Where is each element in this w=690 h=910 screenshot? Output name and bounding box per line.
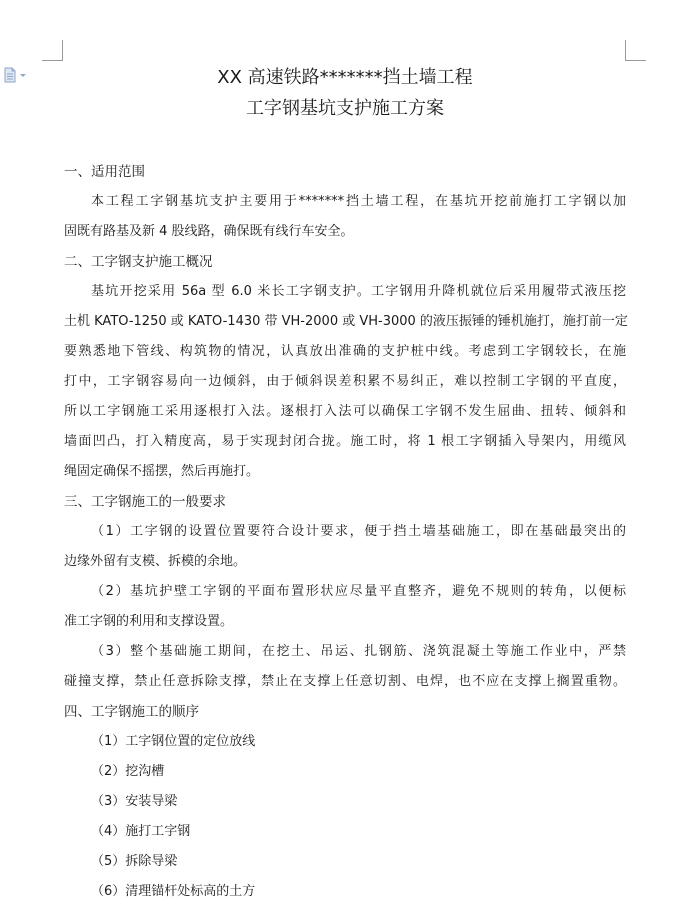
section-heading-sequence: 四、工字钢施工的顺序 — [64, 704, 199, 720]
paragraph-line: 绳固定确保不摇摆，然后再施打。 — [64, 464, 260, 479]
paragraph-line: 碰撞支撑，禁止任意拆除支撑，禁止在支撑上任意切割、电焊，也不应在支撑上搁置重物。 — [64, 674, 626, 689]
section-heading-scope: 一、适用范围 — [64, 164, 145, 180]
paragraph-line: 墙面凹凸，打入精度高，易于实现封闭合拢。施工时，将 1 根工字钢插入导架内，用缆风 — [64, 434, 626, 449]
paragraph-line: 基坑开挖采用 56a 型 6.0 米长工字钢支护。工字钢用升降机就位后采用履带式液压挖 — [91, 284, 626, 299]
paragraph-line: 土机 KATO-1250 或 KATO-1430 带 VH-2000 或 VH-3000 的液压振锤的锤机施打，施打前一定 — [64, 314, 628, 329]
paragraph-line: 要熟悉地下管线、构筑物的情况，认真放出准确的支护桩中线。考虑到工字钢较长，在施 — [64, 344, 626, 359]
list-item: （5）拆除导梁 — [91, 854, 178, 869]
list-item: （6）清理锚杆处标高的土方 — [91, 884, 256, 899]
list-item: （1）工字钢的设置位置要符合设计要求，便于挡土墙基础施工，即在基础最突出的 — [91, 524, 626, 539]
paragraph-line: 准工字钢的利用和支撑设置。 — [64, 614, 234, 629]
list-item: （1）工字钢位置的定位放线 — [91, 734, 256, 749]
document-title: XX 高速铁路*******挡土墙工程 — [217, 67, 473, 88]
section-heading-requirements: 三、工字钢施工的一般要求 — [64, 494, 226, 510]
list-item: （3）安装导梁 — [91, 794, 178, 809]
crop-mark-top-left — [42, 40, 63, 61]
list-item: （3）整个基础施工期间，在挖土、吊运、扎钢筋、浇筑混凝土等施工作业中，严禁 — [91, 644, 626, 659]
document-subtitle: 工字钢基坑支护施工方案 — [246, 98, 444, 119]
list-item: （2）基坑护壁工字钢的平面布置形状应尽量平直整齐，避免不规则的转角，以便标 — [91, 584, 626, 599]
section-heading-overview: 二、工字钢支护施工概况 — [64, 254, 213, 270]
paragraph-line: 打中，工字钢容易向一边倾斜，由于倾斜误差积累不易纠正，难以控制工字钢的平直度， — [64, 374, 626, 389]
crop-mark-top-right — [625, 40, 646, 61]
paragraph-line: 固既有路基及新 4 股线路，确保既有线行车安全。 — [64, 224, 354, 239]
list-item: （4）施打工字钢 — [91, 824, 191, 839]
paragraph-line: 边缘外留有支模、拆模的余地。 — [64, 554, 247, 569]
paragraph-line: 所以工字钢施工采用逐根打入法。逐根打入法可以确保工字钢不发生屈曲、扭转、倾斜和 — [64, 404, 626, 419]
list-item: （2）挖沟槽 — [91, 764, 165, 779]
paragraph-line: 本工程工字钢基坑支护主要用于*******挡土墙工程，在基坑开挖前施打工字钢以加 — [91, 194, 626, 209]
